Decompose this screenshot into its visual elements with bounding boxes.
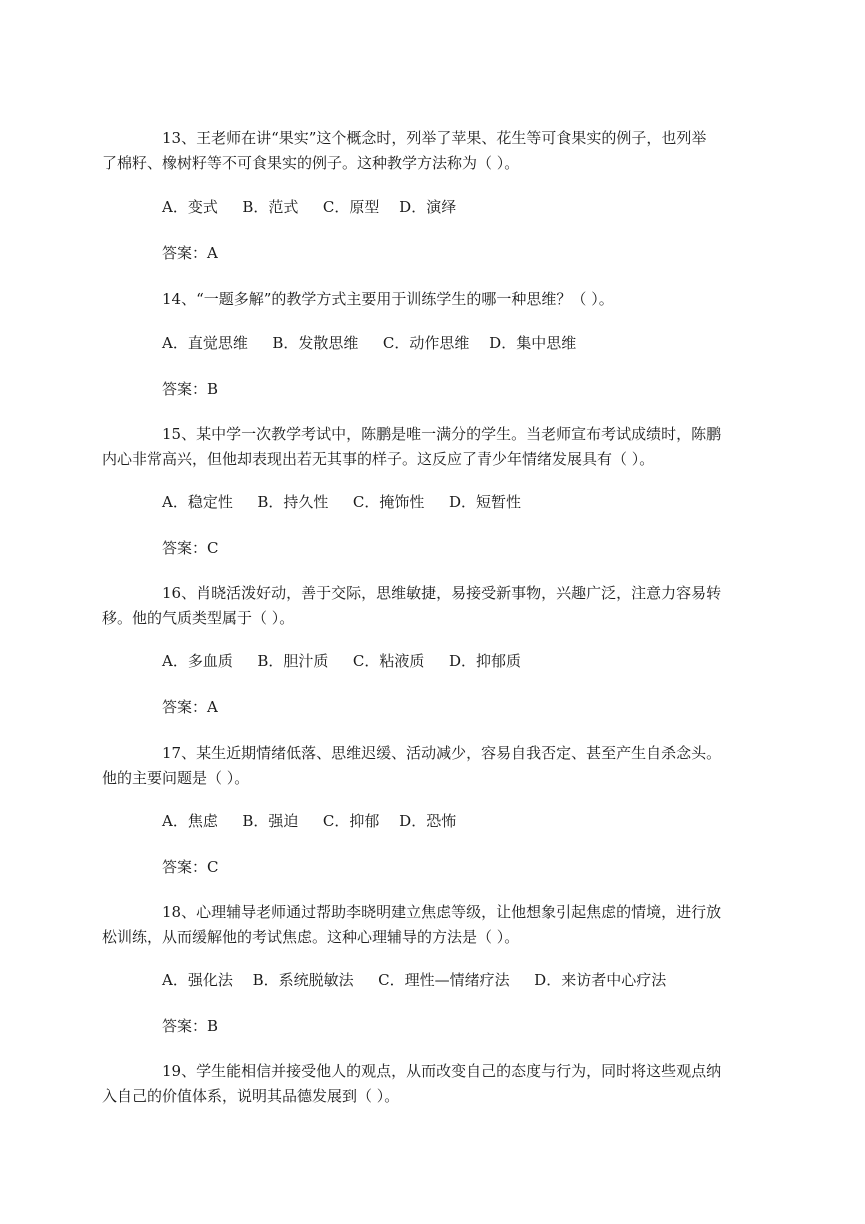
question-19 [102, 1059, 744, 1109]
question-18 [102, 900, 744, 950]
question-13-line-2: 了棉籽、橡树籽等不可食果实的例子。这种教学方法称为（ ）。 [102, 154, 520, 172]
question-14-options: A．直觉思维 B．发散思维 C．动作思维 D．集中思维 [162, 334, 577, 352]
question-15-options: A．稳定性 B．持久性 C．掩饰性 D．短暂性 [162, 493, 521, 511]
question-15-line-1: 15、某中学一次教学考试中，陈鹏是唯一满分的学生。当老师宣布考试成绩时，陈鹏 [162, 425, 722, 443]
question-13-answer: 答案：A [162, 244, 218, 262]
question-16 [102, 581, 744, 631]
question-14 [132, 287, 744, 312]
question-13-options: A．变式 B．范式 C．原型 D．演绎 [162, 198, 457, 216]
question-15-line-2: 内心非常高兴，但他却表现出若无其事的样子。这反应了青少年情绪发展具有（ ）。 [102, 450, 655, 468]
question-16-options: A．多血质 B．胆汁质 C．粘液质 D．抑郁质 [162, 652, 521, 670]
question-19-line-1: 19、学生能相信并接受他人的观点，从而改变自己的态度与行为，同时将这些观点纳 [162, 1062, 722, 1080]
question-17-line-2: 他的主要问题是（ ）。 [102, 769, 250, 787]
question-17-options: A．焦虑 B．强迫 C．抑郁 D．恐怖 [162, 812, 457, 830]
question-18-options: A．强化法 B．系统脱敏法 C．理性—情绪疗法 D．来访者中心疗法 [162, 971, 667, 989]
question-18-answer: 答案：B [162, 1017, 219, 1035]
question-17 [102, 741, 744, 791]
question-19-line-2: 入自己的价值体系，说明其品德发展到（ ）。 [102, 1087, 400, 1105]
question-14-answer: 答案：B [162, 380, 219, 398]
question-17-line-1: 17、某生近期情绪低落、思维迟缓、活动减少，容易自我否定、甚至产生自杀念头。 [162, 744, 722, 762]
question-16-line-1: 16、肖晓活泼好动，善于交际，思维敏捷，易接受新事物，兴趣广泛，注意力容易转 [162, 584, 722, 602]
question-18-line-2: 松训练，从而缓解他的考试焦虑。这种心理辅导的方法是（ ）。 [102, 928, 520, 946]
question-16-answer: 答案：A [162, 698, 218, 716]
question-13-line-1: 13、王老师在讲“果实”这个概念时，列举了苹果、花生等可食果实的例子，也列举 [162, 129, 707, 147]
question-16-line-2: 移。他的气质类型属于（ ）。 [102, 609, 295, 627]
question-15-answer: 答案：C [162, 539, 219, 557]
question-18-line-1: 18、心理辅导老师通过帮助李晓明建立焦虑等级，让他想象引起焦虑的情境，进行放 [162, 903, 722, 921]
question-14-line-1: 14、“一题多解”的教学方式主要用于训练学生的哪一种思维？（ ）。 [162, 290, 614, 308]
question-17-answer: 答案：C [162, 858, 219, 876]
question-15 [102, 422, 744, 472]
question-13 [102, 126, 744, 176]
